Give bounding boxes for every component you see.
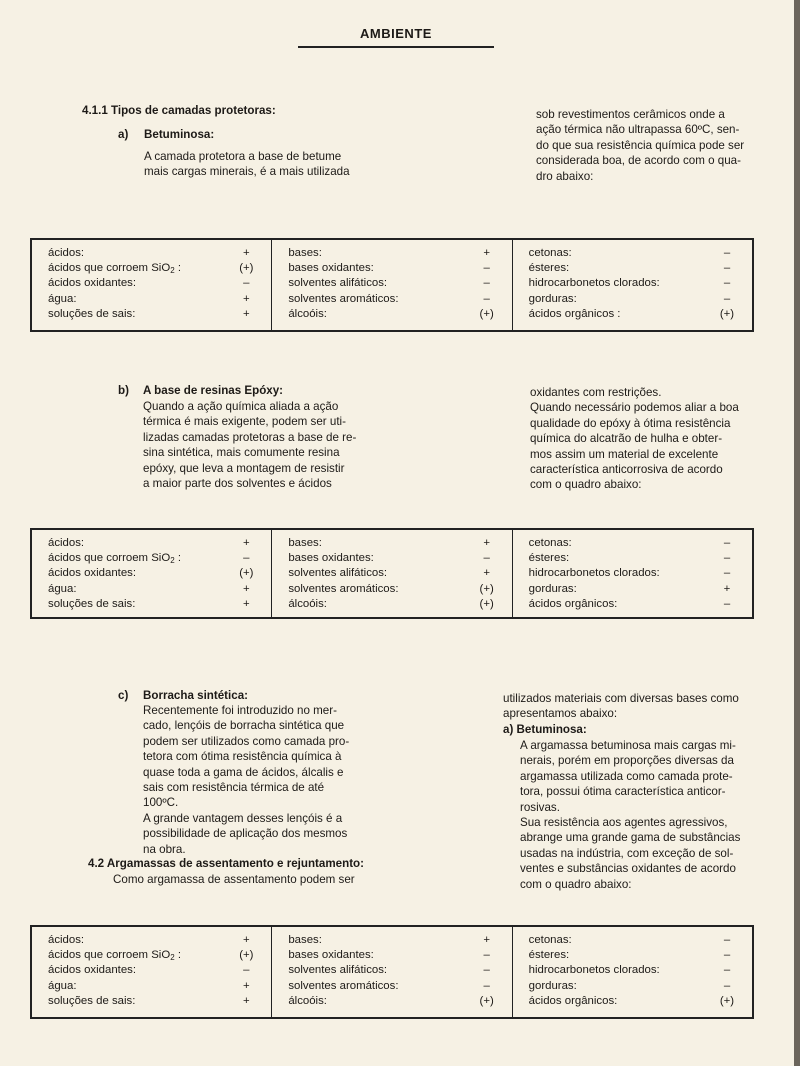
row-value: +: [483, 934, 490, 946]
item-a-label: a): [118, 128, 129, 141]
table-row: [48, 597, 257, 612]
row-value: (+): [479, 597, 494, 610]
table-row: [529, 948, 738, 963]
text-line: ventes e substâncias oxidantes de acordo: [520, 862, 736, 876]
row-label: ésteres:: [528, 949, 570, 962]
row-label: álcoóis:: [288, 994, 327, 1007]
row-value: (+): [479, 994, 494, 1007]
page-edge: [794, 0, 800, 1066]
text-line: utilizados materiais com diversas bases como: [503, 692, 739, 705]
row-value: (+): [479, 307, 494, 320]
text-line: A grande vantagem desses lençóis é a: [143, 811, 343, 825]
table-row: [529, 963, 738, 978]
table-row: [529, 246, 738, 261]
row-label: solventes aromáticos:: [288, 582, 399, 595]
text-line: apresentamos abaixo:: [503, 707, 618, 721]
table-row: [529, 994, 738, 1009]
item-c-title: Borracha sintética:: [143, 689, 249, 702]
row-label: ácidos orgânicos :: [528, 307, 621, 320]
row-label: ácidos orgânicos:: [528, 597, 618, 610]
row-label: solventes alifáticos:: [288, 567, 388, 580]
table-column: [32, 530, 271, 617]
table-row: [288, 307, 497, 322]
item-b-title: A base de resinas Epóxy:: [143, 384, 284, 397]
row-value: (+): [719, 307, 735, 320]
row-value: –: [483, 964, 490, 977]
row-label: ácidos:: [48, 247, 85, 259]
row-label: solventes aromáticos:: [288, 292, 399, 305]
resistance-table-3: [30, 925, 754, 1019]
item-4-2-a-text: [520, 738, 756, 892]
row-label: bases:: [288, 247, 322, 259]
text-line: mais cargas minerais, é a mais utilizada: [144, 165, 350, 179]
item-b-text-continued: [530, 385, 756, 493]
row-label: bases:: [288, 934, 322, 946]
row-value: –: [723, 537, 731, 549]
row-value: +: [243, 292, 250, 305]
table-column: [512, 927, 752, 1017]
row-label: ácidos:: [48, 934, 85, 946]
text-line: dro abaixo:: [536, 169, 594, 183]
table-row: [288, 276, 497, 291]
row-label: soluções de sais:: [48, 597, 136, 610]
text-line: quase toda a gama de ácidos, álcalis e: [143, 765, 344, 779]
table-row: [48, 536, 257, 551]
text-line: A camada protetora a base de betume: [144, 150, 342, 163]
row-value: –: [723, 277, 731, 290]
text-line: usadas na indústria, com exceção de sol-: [520, 846, 734, 860]
text-line: oxidantes com restrições.: [530, 386, 662, 399]
text-line: do que sua resistência química pode ser: [536, 138, 745, 152]
text-line: Sua resistência aos agentes agressivos,: [520, 816, 728, 830]
text-line: Recentemente foi introduzido no mer-: [143, 704, 337, 717]
text-line: sob revestimentos cerâmicos onde a: [536, 108, 725, 121]
row-label: água:: [48, 582, 77, 595]
table-row: [288, 597, 497, 612]
row-label: bases oxidantes:: [288, 949, 374, 962]
row-value: +: [723, 582, 731, 595]
row-value: (+): [719, 994, 735, 1007]
row-label: ésteres:: [528, 552, 570, 565]
row-value: –: [723, 597, 731, 610]
table-row: [288, 536, 497, 551]
table-row: [288, 566, 497, 581]
table-row: [288, 261, 497, 276]
row-value: +: [243, 537, 250, 549]
row-label: ácidos que corroem SiO$_2$ :: [48, 949, 181, 963]
table-row: [529, 536, 738, 551]
table-row: [288, 994, 497, 1009]
row-value: –: [483, 262, 490, 275]
table-column: [32, 927, 271, 1017]
row-value: –: [723, 934, 731, 946]
row-value: –: [723, 552, 731, 565]
row-value: (+): [239, 567, 254, 580]
row-value: +: [483, 247, 490, 259]
table-row: [288, 292, 497, 307]
row-label: hidrocarbonetos clorados:: [528, 277, 660, 290]
table-row: [529, 292, 738, 307]
row-label: álcoóis:: [288, 597, 327, 610]
text-line: na obra.: [143, 842, 186, 856]
row-label: bases oxidantes:: [288, 552, 374, 565]
text-line: térmica é mais exigente, podem ser uti-: [143, 415, 346, 429]
row-label: solventes aromáticos:: [288, 979, 399, 992]
table-row: [529, 597, 738, 612]
table-column: [32, 240, 271, 330]
table-row: [48, 292, 257, 307]
row-label: bases oxidantes:: [288, 262, 374, 275]
item-b-text: [143, 399, 367, 491]
text-line: rosivas.: [520, 800, 560, 814]
table-row: [48, 551, 257, 566]
text-line: sais com resistência térmica de até: [143, 781, 325, 795]
row-value: +: [243, 247, 250, 259]
text-line: com o quadro abaixo:: [520, 877, 632, 891]
row-label: soluções de sais:: [48, 994, 136, 1007]
row-label: solventes alifáticos:: [288, 964, 388, 977]
text-line: a maior parte dos solventes e ácidos: [143, 477, 332, 491]
table-row: [529, 979, 738, 994]
table-row: [48, 933, 257, 948]
row-label: gorduras:: [528, 292, 577, 305]
table-column: [512, 240, 752, 330]
row-label: água:: [48, 979, 77, 992]
row-value: –: [483, 292, 490, 305]
row-label: gorduras:: [528, 582, 577, 595]
row-value: –: [723, 979, 731, 992]
text-line: Quando necessário podemos aliar a boa: [530, 401, 739, 415]
row-label: ácidos oxidantes:: [48, 277, 137, 290]
table-row: [529, 582, 738, 597]
text-line: tora, possui ótima característica anticor-: [520, 785, 726, 799]
text-line: possibilidade de aplicação dos mesmos: [143, 827, 348, 841]
row-value: +: [243, 934, 250, 946]
row-value: +: [243, 582, 250, 595]
table-row: [48, 246, 257, 261]
text-line: química do alcatrão de hulha e obter-: [530, 432, 723, 446]
table-column: [271, 927, 511, 1017]
text-line: A argamassa betuminosa mais cargas mi-: [520, 739, 736, 752]
row-label: bases:: [288, 537, 322, 549]
table-row: [48, 566, 257, 581]
table-row: [48, 261, 257, 276]
row-value: +: [243, 979, 250, 992]
row-value: +: [243, 994, 250, 1007]
row-label: soluções de sais:: [48, 307, 136, 320]
section-4-2-text-continued: [503, 691, 756, 722]
row-value: (+): [239, 262, 254, 275]
table-row: [48, 582, 257, 597]
text-line: qualidade do epóxy à ótima resistência: [530, 416, 731, 430]
row-label: cetonas:: [528, 934, 572, 946]
table-column: [271, 530, 511, 617]
text-line: ação térmica não ultrapassa 60ºC, sen-: [536, 123, 740, 137]
row-value: –: [483, 979, 490, 992]
item-c-label: c): [118, 689, 129, 702]
row-value: +: [243, 307, 250, 320]
text-line: considerada boa, de acordo com o qua-: [536, 154, 741, 168]
row-value: –: [723, 292, 731, 305]
item-c-text: [143, 703, 367, 857]
table-column: [271, 240, 511, 330]
text-line: argamassa utilizada como camada prote-: [520, 769, 733, 783]
row-label: ácidos que corroem SiO$_2$ :: [48, 262, 181, 276]
text-line: podem ser utilizados como camada pro-: [143, 734, 350, 748]
text-line: lizadas camadas protetoras a base de re-: [143, 430, 357, 444]
table-row: [288, 933, 497, 948]
row-value: +: [483, 537, 490, 549]
row-label: ácidos oxidantes:: [48, 567, 137, 580]
text-line: 100ºC.: [143, 796, 179, 810]
table-row: [529, 307, 738, 322]
table-row: [288, 963, 497, 978]
section-4-2-intro: Como argamassa de assentamento podem ser: [113, 873, 355, 886]
row-value: –: [723, 247, 731, 259]
table-row: [529, 261, 738, 276]
row-label: hidrocarbonetos clorados:: [528, 964, 660, 977]
item-a-text-continued: [536, 107, 758, 184]
text-line: com o quadro abaixo:: [530, 478, 642, 492]
resistance-table-1: [30, 238, 754, 332]
table-row: [288, 948, 497, 963]
table-row: [48, 994, 257, 1009]
row-value: –: [243, 552, 250, 565]
text-line: nerais, porém em proporções diversas da: [520, 754, 734, 768]
table-row: [288, 246, 497, 261]
table-row: [529, 933, 738, 948]
text-line: Quando a ação química aliada a ação: [143, 400, 339, 413]
text-line: característica anticorrosiva de acordo: [530, 463, 723, 477]
row-value: –: [723, 262, 731, 275]
row-value: –: [723, 567, 731, 580]
item-a-text: [144, 149, 368, 180]
row-value: –: [483, 949, 490, 962]
row-label: ácidos oxidantes:: [48, 964, 137, 977]
row-label: ácidos que corroem SiO$_2$ :: [48, 552, 181, 566]
row-value: –: [243, 964, 250, 977]
item-b-label: b): [118, 384, 129, 397]
row-value: –: [723, 949, 731, 962]
table-row: [529, 566, 738, 581]
row-value: +: [243, 597, 250, 610]
row-value: (+): [479, 582, 494, 595]
resistance-table-2: [30, 528, 754, 619]
row-label: solventes alifáticos:: [288, 277, 388, 290]
row-value: –: [483, 552, 490, 565]
text-line: cado, lençóis de borracha sintética que: [143, 719, 345, 733]
item-a-title: Betuminosa:: [144, 128, 215, 141]
table-row: [48, 948, 257, 963]
row-label: ésteres:: [528, 262, 570, 275]
page-header: AMBIENTE: [360, 26, 432, 41]
table-row: [48, 979, 257, 994]
table-row: [48, 307, 257, 322]
text-line: sina sintética, mais comumente resina: [143, 446, 340, 460]
row-label: cetonas:: [528, 247, 572, 259]
table-row: [529, 276, 738, 291]
row-label: gorduras:: [528, 979, 577, 992]
header-rule: [298, 46, 494, 48]
row-label: ácidos:: [48, 537, 85, 549]
table-column: [512, 530, 752, 617]
text-line: mos assim um material de excelente: [530, 447, 719, 461]
table-row: [48, 963, 257, 978]
row-label: ácidos orgânicos:: [528, 994, 618, 1007]
row-value: –: [243, 277, 250, 290]
section-4-2-title: 4.2 Argamassas de assentamento e rejuntamento:: [88, 857, 364, 870]
row-value: –: [723, 964, 731, 977]
table-row: [288, 551, 497, 566]
row-label: água:: [48, 292, 77, 305]
table-row: [288, 979, 497, 994]
table-row: [529, 551, 738, 566]
row-label: álcoóis:: [288, 307, 327, 320]
text-line: tetora com ótima resistência química à: [143, 750, 342, 764]
row-value: +: [483, 567, 490, 580]
row-label: cetonas:: [528, 537, 572, 549]
text-line: epóxy, que leva a montagem de resistir: [143, 461, 345, 475]
row-label: hidrocarbonetos clorados:: [528, 567, 660, 580]
row-value: –: [483, 277, 490, 290]
row-value: (+): [239, 949, 254, 962]
section-4-1-1-title: 4.1.1 Tipos de camadas protetoras:: [82, 104, 276, 117]
text-line: abrange uma grande gama de substâncias: [520, 831, 741, 845]
item-4-2-a-title: a) Betuminosa:: [503, 723, 587, 736]
table-row: [288, 582, 497, 597]
table-row: [48, 276, 257, 291]
